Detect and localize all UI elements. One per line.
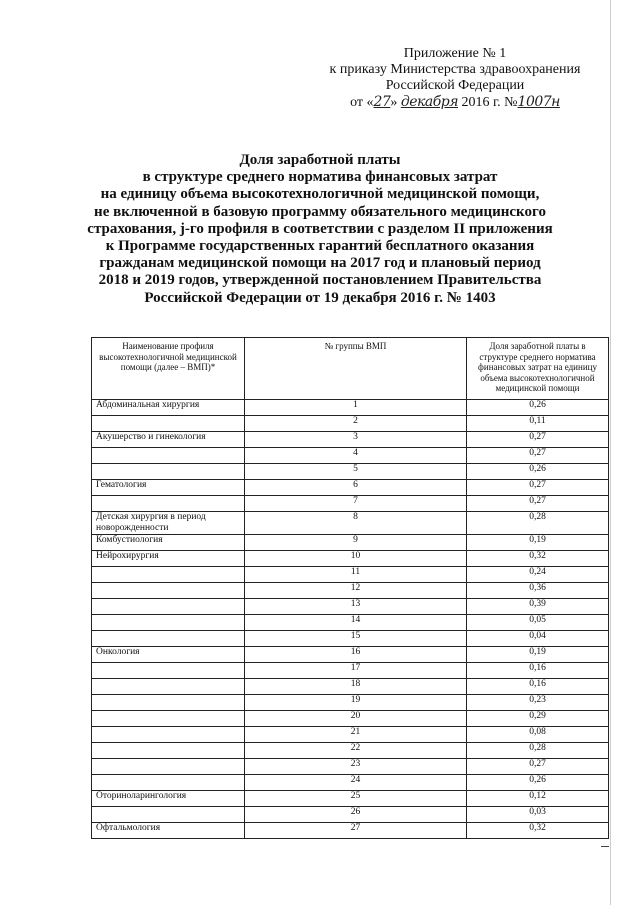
group-number-cell: 6 bbox=[245, 480, 467, 496]
table-row bbox=[92, 631, 609, 647]
group-number-cell: 19 bbox=[245, 695, 467, 711]
title-line: страхования, j-го профиля в соответствии с разделом II приложения bbox=[87, 220, 553, 237]
salary-share-cell: 0,16 bbox=[467, 663, 609, 679]
table-row bbox=[92, 416, 609, 432]
profile-cell: Нейрохирургия bbox=[92, 551, 245, 567]
group-number-cell: 16 bbox=[245, 647, 467, 663]
salary-share-cell: 0,26 bbox=[467, 775, 609, 791]
group-number-cell: 10 bbox=[245, 551, 467, 567]
appendix-country-line: Российской Федерации bbox=[385, 78, 525, 93]
group-number-cell: 14 bbox=[245, 615, 467, 631]
table-row bbox=[92, 464, 609, 480]
profile-cell: Гематология bbox=[92, 480, 245, 496]
salary-share-cell: 0,05 bbox=[467, 615, 609, 631]
profile-cell bbox=[92, 448, 245, 464]
table-row bbox=[92, 535, 609, 551]
page-edge-line bbox=[610, 0, 611, 905]
table-row bbox=[92, 512, 609, 535]
salary-share-cell: 0,26 bbox=[467, 464, 609, 480]
handwritten-day: 27 bbox=[373, 94, 391, 110]
salary-share-cell: 0,08 bbox=[467, 727, 609, 743]
salary-share-cell: 0,12 bbox=[467, 791, 609, 807]
profile-cell bbox=[92, 711, 245, 727]
group-number-cell: 15 bbox=[245, 631, 467, 647]
group-number-cell: 18 bbox=[245, 679, 467, 695]
title-line: Российской Федерации от 19 декабря 2016 г. № 1403 bbox=[144, 289, 496, 306]
profile-cell: Абдоминальная хирургия bbox=[92, 400, 245, 416]
profile-cell bbox=[92, 743, 245, 759]
table-row bbox=[92, 807, 609, 823]
salary-share-cell: 0,03 bbox=[467, 807, 609, 823]
profile-cell: Оториноларингология bbox=[92, 791, 245, 807]
salary-share-cell: 0,36 bbox=[467, 583, 609, 599]
group-number-cell: 22 bbox=[245, 743, 467, 759]
table-row bbox=[92, 400, 609, 416]
salary-share-cell: 0,19 bbox=[467, 647, 609, 663]
date-prefix: от « bbox=[350, 95, 374, 110]
table-row bbox=[92, 775, 609, 791]
profile-cell: Детская хирургия в период новорожденности bbox=[92, 512, 245, 535]
salary-share-cell: 0,27 bbox=[467, 759, 609, 775]
table-row bbox=[92, 711, 609, 727]
table-row bbox=[92, 496, 609, 512]
profile-cell bbox=[92, 567, 245, 583]
group-number-cell: 26 bbox=[245, 807, 467, 823]
date-mid: » bbox=[390, 95, 401, 110]
table-row bbox=[92, 480, 609, 496]
profile-cell bbox=[92, 727, 245, 743]
table-row bbox=[92, 679, 609, 695]
title-line: к Программе государственных гарантий бесплатного оказания bbox=[105, 238, 535, 255]
group-number-cell: 7 bbox=[245, 496, 467, 512]
table-row bbox=[92, 432, 609, 448]
group-number-cell: 20 bbox=[245, 711, 467, 727]
margin-mark bbox=[601, 846, 609, 847]
table-row bbox=[92, 583, 609, 599]
table-row bbox=[92, 448, 609, 464]
profile-cell bbox=[92, 663, 245, 679]
salary-share-cell: 0,28 bbox=[467, 512, 609, 535]
salary-share-cell: 0,24 bbox=[467, 567, 609, 583]
group-number-cell: 13 bbox=[245, 599, 467, 615]
table-row bbox=[92, 743, 609, 759]
salary-share-cell: 0,27 bbox=[467, 432, 609, 448]
profile-cell bbox=[92, 464, 245, 480]
salary-share-cell: 0,39 bbox=[467, 599, 609, 615]
group-number-cell: 21 bbox=[245, 727, 467, 743]
title-line: 2018 и 2019 годов, утвержденной постановлением Правительства bbox=[98, 272, 542, 289]
profile-cell bbox=[92, 496, 245, 512]
salary-share-cell: 0,23 bbox=[467, 695, 609, 711]
salary-share-cell: 0,27 bbox=[467, 448, 609, 464]
salary-share-cell: 0,32 bbox=[467, 823, 609, 839]
salary-share-cell: 0,19 bbox=[467, 535, 609, 551]
group-number-cell: 4 bbox=[245, 448, 467, 464]
group-number-cell: 12 bbox=[245, 583, 467, 599]
group-number-cell: 3 bbox=[245, 432, 467, 448]
profile-cell bbox=[92, 679, 245, 695]
profile-cell bbox=[92, 695, 245, 711]
group-number-cell: 24 bbox=[245, 775, 467, 791]
profile-cell: Комбустиология bbox=[92, 535, 245, 551]
profile-cell bbox=[92, 775, 245, 791]
profile-cell: Онкология bbox=[92, 647, 245, 663]
title-line: на единицу объема высокотехнологичной медицинской помощи, bbox=[100, 186, 540, 203]
group-number-cell: 2 bbox=[245, 416, 467, 432]
profile-cell: Офтальмология bbox=[92, 823, 245, 839]
profile-cell bbox=[92, 599, 245, 615]
group-number-cell: 9 bbox=[245, 535, 467, 551]
profile-cell: Акушерство и гинекология bbox=[92, 432, 245, 448]
table-row bbox=[92, 567, 609, 583]
salary-share-cell: 0,16 bbox=[467, 679, 609, 695]
group-number-cell: 8 bbox=[245, 512, 467, 535]
header-salary-share: Доля заработной платы в структуре среднего норматива финансовых затрат на единицу объема высокотехнологичной медицинской помощи bbox=[467, 338, 609, 400]
group-number-cell: 1 bbox=[245, 400, 467, 416]
salary-share-cell: 0,04 bbox=[467, 631, 609, 647]
table-header-row bbox=[92, 338, 609, 400]
profile-cell bbox=[92, 759, 245, 775]
table-row bbox=[92, 727, 609, 743]
handwritten-month: декабря bbox=[400, 94, 459, 110]
profile-cell bbox=[92, 615, 245, 631]
table-row bbox=[92, 791, 609, 807]
profile-cell bbox=[92, 807, 245, 823]
group-number-cell: 27 bbox=[245, 823, 467, 839]
table-row bbox=[92, 599, 609, 615]
salary-share-cell: 0,29 bbox=[467, 711, 609, 727]
salary-share-cell: 0,32 bbox=[467, 551, 609, 567]
salary-share-cell: 0,11 bbox=[467, 416, 609, 432]
profile-cell bbox=[92, 583, 245, 599]
header-group-number: № группы ВМП bbox=[245, 338, 467, 400]
appendix-block bbox=[300, 46, 610, 111]
title-line: гражданам медицинской помощи на 2017 год и плановый период bbox=[99, 255, 541, 272]
profile-cell bbox=[92, 631, 245, 647]
handwritten-order-number: 1007н bbox=[517, 94, 560, 110]
table-row bbox=[92, 759, 609, 775]
table-row bbox=[92, 551, 609, 567]
group-number-cell: 17 bbox=[245, 663, 467, 679]
appendix-date-line bbox=[300, 94, 610, 111]
title-line: в структуре среднего норматива финансовых затрат bbox=[142, 169, 498, 186]
appendix-order-line: к приказу Министерства здравоохранения bbox=[329, 62, 581, 77]
title-line: не включенной в базовую программу обязательного медицинского bbox=[94, 203, 546, 220]
salary-share-cell: 0,26 bbox=[467, 400, 609, 416]
salary-share-cell: 0,27 bbox=[467, 480, 609, 496]
group-number-cell: 25 bbox=[245, 791, 467, 807]
header-profile: Наименование профиля высокотехнологичной медицинской помощи (далее – ВМП)* bbox=[92, 338, 245, 400]
table-row bbox=[92, 615, 609, 631]
salary-share-table bbox=[91, 337, 609, 839]
salary-share-cell: 0,27 bbox=[467, 496, 609, 512]
title-line: Доля заработной платы bbox=[239, 152, 401, 168]
profile-cell bbox=[92, 416, 245, 432]
table-row bbox=[92, 695, 609, 711]
date-year: 2016 г. № bbox=[458, 95, 518, 110]
table-row bbox=[92, 647, 609, 663]
group-number-cell: 23 bbox=[245, 759, 467, 775]
table-row bbox=[92, 663, 609, 679]
salary-share-cell: 0,28 bbox=[467, 743, 609, 759]
table-row bbox=[92, 823, 609, 839]
appendix-title: Приложение № 1 bbox=[403, 46, 507, 61]
document-title bbox=[60, 152, 580, 307]
group-number-cell: 11 bbox=[245, 567, 467, 583]
group-number-cell: 5 bbox=[245, 464, 467, 480]
